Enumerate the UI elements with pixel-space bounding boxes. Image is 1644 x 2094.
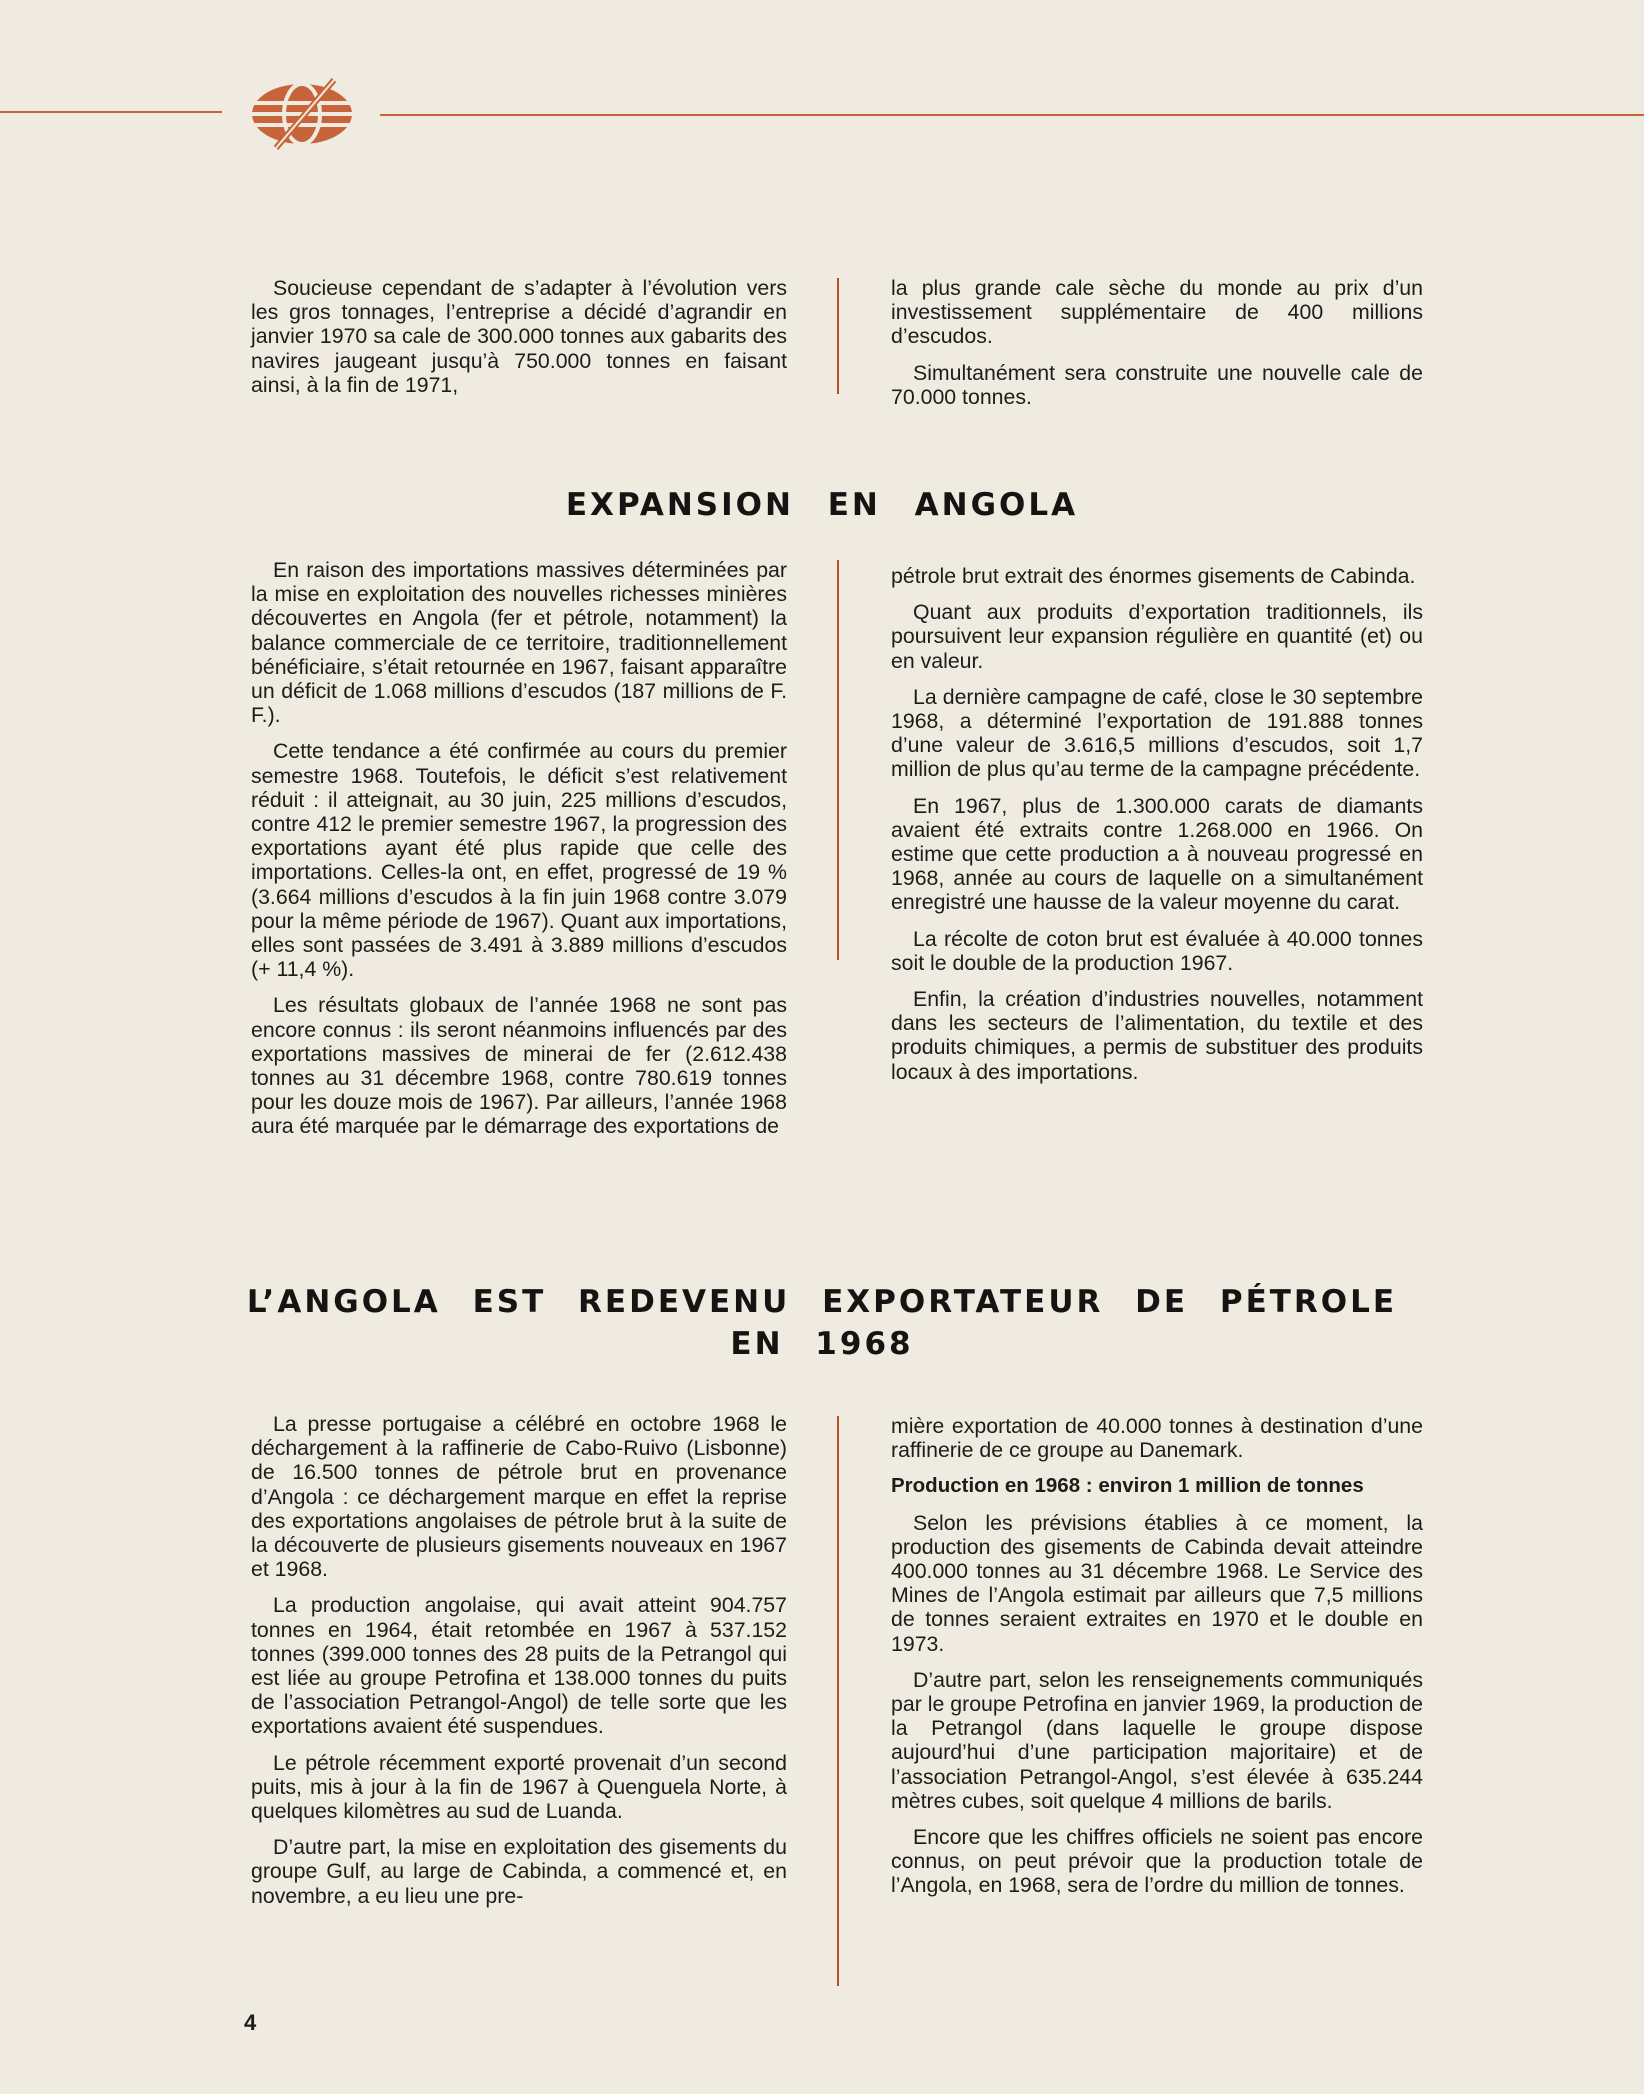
paragraph: D’autre part, selon les renseignements communiqués par le groupe Petrofina en janvier 1969, la production de la Petrangol (dans laquelle le groupe dispose aujourd’hui d’une participation majoritaire) et de l’association Petrangol-Angol, s’est élevée à 635.244 mètres cubes, soit quelque 4 millions de barils. — [891, 1667, 1423, 1813]
subheading-production-1968: Production en 1968 : environ 1 million de tonnes — [891, 1474, 1364, 1498]
paragraph: Soucieuse cependant de s’adapter à l’évolution vers les gros tonnages, l’entreprise a décidé d’agrandir en janvier 1970 sa cale de 300.000 tonnes aux gabarits des navires jaugeant jusqu’à 750.000 tonnes en faisant ainsi, à la fin de 1971, — [251, 276, 787, 397]
section-title-expansion: EXPANSION EN ANGOLA — [565, 487, 1079, 523]
paragraph: La production angolaise, qui avait atteint 904.757 tonnes en 1964, était retombée en 1967 à 537.152 tonnes (399.000 tonnes des 28 puits de la Petrangol qui est liée au groupe Petrofina et 138.000 tonnes du puits de l’association Petrangol-Angol) de telle sorte que les exportations avaient été suspendues. — [251, 1593, 787, 1739]
header-rule-left — [0, 111, 222, 113]
section2-right-column — [891, 564, 1423, 1096]
section2-left-column — [251, 558, 787, 1151]
paragraph: Les résultats globaux de l’année 1968 ne sont pas encore connus : ils seront néanmoins influencés par des exportations massives de minerai de fer (2.612.438 tonnes au 31 décembre 1968, contre 780.619 tonnes pour les douze mois de 1967). Par ailleurs, l’année 1968 aura été marquée par le démarrage des exportations de — [251, 993, 787, 1139]
column-divider — [837, 1416, 839, 1986]
section3-left-column — [251, 1412, 787, 1920]
paragraph: Simultanément sera construite une nouvelle cale de 70.000 tonnes. — [891, 360, 1423, 409]
paragraph: La dernière campagne de café, close le 30 septembre 1968, a déterminé l’exportation de 191.888 tonnes d’une valeur de 3.616,5 millions d’escudos, soit 1,7 million de plus qu’au terme de la campagne précédente. — [891, 684, 1423, 782]
paragraph: Quant aux produits d’exportation traditionnels, ils poursuivent leur expansion régulière en quantité (et) ou en valeur. — [891, 600, 1423, 673]
paragraph: D’autre part, la mise en exploitation des gisements du groupe Gulf, au large de Cabinda, a commencé et, en novembre, a eu lieu une pre- — [251, 1835, 787, 1908]
section1-left-column — [251, 276, 787, 409]
globe-logo-icon — [246, 76, 358, 152]
paragraph: Selon les prévisions établies à ce moment, la production des gisements de Cabinda devait atteindre 400.000 tonnes au 31 décembre 1968. Le Service des Mines de l’Angola estimait par ailleurs que 7,5 millions de tonnes seraient extraites en 1970 et le double en 1973. — [891, 1510, 1423, 1656]
paragraph: En 1967, plus de 1.300.000 carats de diamants avaient été extraits contre 1.268.000 en 1966. On estime que cette production a à nouveau progressé en 1968, année au cours de laquelle on a simultanément enregistré une hausse de la valeur moyenne du carat. — [891, 793, 1423, 915]
section-title-petrole-line1: L’ANGOLA EST REDEVENU EXPORTATEUR DE PÉTROLE — [246, 1284, 1398, 1320]
paragraph: Cette tendance a été confirmée au cours du premier semestre 1968. Toutefois, le déficit s’est relativement réduit : il atteignait, au 30 juin, 225 millions d’escudos, contre 412 le premier semestre 1967, la progression des exportations ayant été plus rapide que celle des importations. Celles-la ont, en effet, progressé de 19 % (3.664 millions d’escudos à la fin juin 1968 contre 3.079 pour la même période de 1967). Quant aux importations, elles sont passées de 3.491 à 3.889 millions d’escudos (+ 11,4 %). — [251, 739, 787, 982]
paragraph: Encore que les chiffres officiels ne soient pas encore connus, on peut prévoir que la production totale de l’Angola, en 1968, sera de l’ordre du million de tonnes. — [891, 1825, 1423, 1898]
paragraph: la plus grande cale sèche du monde au prix d’un investissement supplémentaire de 400 millions d’escudos. — [891, 276, 1423, 349]
column-divider — [837, 278, 839, 394]
section1-right-column — [891, 276, 1423, 421]
paragraph: La presse portugaise a célébré en octobre 1968 le déchargement à la raffinerie de Cabo-Ruivo (Lisbonne) de 16.500 tonnes de pétrole brut en provenance d’Angola : ce déchargement marque en effet la reprise des exportations angolaises de pétrole brut à la suite de la découverte de plusieurs gisements nouveaux en 1967 et 1968. — [251, 1412, 787, 1582]
section3-right-column — [891, 1414, 1423, 1910]
section-title-petrole-line2: EN 1968 — [730, 1326, 914, 1362]
paragraph: Le pétrole récemment exporté provenait d’un second puits, mis à jour à la fin de 1967 à Quenguela Norte, à quelques kilomètres au sud de Luanda. — [251, 1750, 787, 1824]
page-number: 4 — [244, 2010, 257, 2035]
paragraph: pétrole brut extrait des énormes gisements de Cabinda. — [891, 564, 1416, 588]
column-divider — [837, 560, 839, 960]
paragraph: mière exportation de 40.000 tonnes à destination d’une raffinerie de ce groupe au Danemark. — [891, 1414, 1423, 1463]
paragraph: En raison des importations massives déterminées par la mise en exploitation des nouvelles richesses minières découvertes en Angola (fer et pétrole, notamment) la balance commerciale de ce territoire, traditionnellement bénéficiaire, s’était retournée en 1967, faisant apparaître un déficit de 1.068 millions d’escudos (187 millions de F. F.). — [251, 558, 787, 728]
paragraph: Enfin, la création d’industries nouvelles, notamment dans les secteurs de l’alimentation, du textile et des produits chimiques, a permis de substituer des produits locaux à des importations. — [891, 987, 1423, 1084]
paragraph: La récolte de coton brut est évaluée à 40.000 tonnes soit le double de la production 1967. — [891, 926, 1423, 975]
header-rule-right — [380, 114, 1644, 116]
